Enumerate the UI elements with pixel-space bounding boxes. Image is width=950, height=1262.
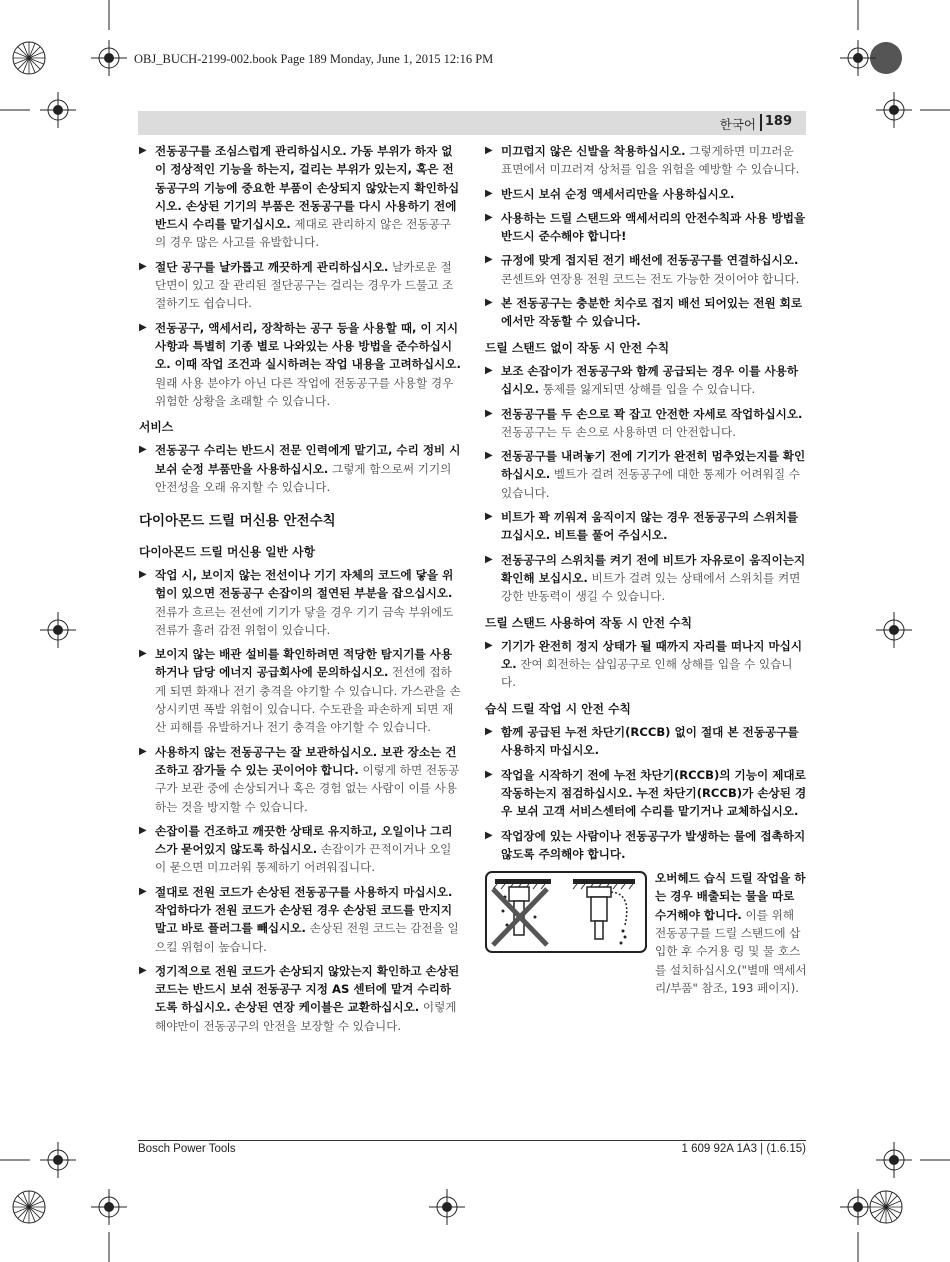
header-divider <box>760 114 762 131</box>
section-heading-without-stand: 드릴 스탠드 없이 작동 시 안전 수칙 <box>485 340 670 355</box>
bullet-arrow-icon: ▶ <box>485 407 493 419</box>
bullet-arrow-icon: ▶ <box>485 450 493 462</box>
list-item: ▶ 함께 공급된 누전 차단기(RCCB) 없이 절대 본 전동공구를 사용하지 마십시오. <box>485 725 799 758</box>
page-number: 189 <box>764 114 792 129</box>
section-heading-service: 서비스 <box>139 420 174 435</box>
list-item: ▶ 기기가 완전히 정지 상태가 될 때까지 자리를 떠나지 마십시오. 잔여 회전하는 삽입공구로 인해 상해를 입을 수 있습니다. <box>485 638 803 690</box>
bullet-arrow-icon: ▶ <box>139 824 147 836</box>
bullet-arrow-icon: ▶ <box>485 768 493 780</box>
list-item: ▶ 절단 공구를 날카롭고 깨끗하게 관리하십시오. 날카로운 절단면이 있고 잘 관리된 절단공구는 걸리는 경우가 드물고 조절하기도 쉽습니다. <box>139 259 454 311</box>
list-item: ▶ 전동공구를 조심스럽게 관리하십시오. 가동 부위가 하자 없이 정상적인 기능을 하는지, 걸리는 부위가 있는지, 혹은 전동공구의 기능에 중요한 부품이 손상되지 않았는지 확인하십시오. 손상된 기기의 부품은 전동공구를 다시 사용하기 전에 반드시 수리를 맡기십시오. 제대로 관리하지 않은 전동공구의 경우 많은 사고를 유발합니다. <box>139 144 460 250</box>
bullet-arrow-icon: ▶ <box>485 553 493 565</box>
bullet-arrow-icon: ▶ <box>139 964 147 976</box>
bullet-arrow-icon: ▶ <box>485 511 493 523</box>
list-item: ▶ 사용하지 않는 전동공구는 잘 보관하십시오. 보관 장소는 건조하고 잠가둘 수 있는 곳이어야 합니다. 이렇게 하면 전동공구가 보관 중에 손상되거나 혹은 경험 없는 사람이 이를 사용하는 것을 방지할 수 있습니다. <box>139 744 460 814</box>
footer-doc-number: 1 609 92A 1A3 | (1.6.15) <box>681 1143 806 1155</box>
bullet-arrow-icon: ▶ <box>485 364 493 376</box>
list-item: ▶ 미끄럽지 않은 신발을 착용하십시오. 그렇게하면 미끄러운 표면에서 미끄러져 상처를 입을 위험을 예방할 수 있습니다. <box>485 144 800 177</box>
bullet-arrow-icon: ▶ <box>485 187 493 199</box>
bullet-arrow-icon: ▶ <box>485 829 493 841</box>
list-item: ▶ 작업장에 있는 사람이나 전동공구가 발생하는 물에 접촉하지 않도록 주의해야 합니다. <box>485 828 806 861</box>
list-item: ▶ 보조 손잡이가 전동공구와 함께 공급되는 경우 이를 사용하십시오. 통제를 잃게되면 상해를 입을 수 있습니다. <box>485 363 799 397</box>
bullet-arrow-icon: ▶ <box>485 211 493 223</box>
bullet-arrow-icon: ▶ <box>139 145 147 156</box>
list-item: ▶ 규정에 맞게 접지된 전기 배선에 전동공구를 연결하십시오. 콘센트와 연장용 전원 코드는 전도 가능한 것이어야 합니다. <box>485 253 800 286</box>
bullet-arrow-icon: ▶ <box>139 648 147 660</box>
bullet-arrow-icon: ▶ <box>485 297 493 309</box>
bullet-arrow-icon: ▶ <box>139 321 147 333</box>
list-item: ▶ 전동공구를 두 손으로 꽉 잡고 안전한 자세로 작업하십시오. 전동공구는 두 손으로 사용하면 더 안전합니다. <box>485 406 803 439</box>
left-column <box>139 142 461 1041</box>
list-item: ▶ 전동공구, 액세서리, 장착하는 공구 등을 사용할 때, 이 지시 사항과 특별히 기종 별로 나와있는 사용 방법을 준수하십시오. 이때 작업 조건과 실시하려는 작업 내용을 고려하십시오. 원래 사용 분야가 아닌 다른 작업에 전동공구를 사용할 경우 위험한 상황을 초래할 수 있습니다. <box>139 320 461 408</box>
bullet-arrow-icon: ▶ <box>139 745 147 757</box>
list-item: ▶ 손잡이를 건조하고 깨끗한 상태로 유지하고, 오일이나 그리스가 묻어있지 않도록 하십시오. 손잡이가 끈적이거나 오일이 묻으면 미끄러워 통제하기 어려워집니다. <box>139 823 453 875</box>
list-item: ▶ 사용하는 드릴 스탠드와 액세서리의 안전수칙과 사용 방법을 반드시 준수해야 합니다! <box>485 210 806 244</box>
list-item: ▶ 정기적으로 전원 코드가 손상되지 않았는지 확인하고 손상된 코드는 반드시 보쉬 전동공구 지정 AS 센터에 맡겨 수리하도록 하십시오. 손상된 연장 케이블은 교환하십시오. 이렇게 해야만이 전동공구의 안전을 보장할 수 있습니다. <box>139 963 460 1033</box>
overhead-drilling-illustration <box>485 871 647 953</box>
page-header <box>138 111 806 135</box>
list-item: ▶ 비트가 꽉 끼워져 움직이지 않는 경우 전동공구의 스위치를 끄십시오. 비트를 풀어 주십시오. <box>485 510 799 543</box>
header-language: 한국어 <box>719 117 756 132</box>
list-item: ▶ 절대로 전원 코드가 손상된 전동공구를 사용하지 마십시오. 작업하다가 전원 코드가 손상된 경우 손상된 코드를 만지지 말고 바로 플러그를 빼십시오. 손상된 전원 코드는 감전을 일으킬 위험이 높습니다. <box>139 884 459 954</box>
bullet-arrow-icon: ▶ <box>485 726 493 738</box>
bullet-arrow-icon: ▶ <box>139 885 147 897</box>
overhead-wet-drilling-block <box>485 869 807 1029</box>
overhead-wet-drilling-text: 오버헤드 습식 드릴 작업을 하는 경우 배출되는 물을 따로 수거해야 합니다. 이를 위해 전동공구를 드릴 스탠드에 삽입한 후 수거용 링 및 물 호스를 설치하십시오("별매 액세서리/부품" 참조, 193 페이지). <box>655 871 807 995</box>
footer-brand: Bosch Power Tools <box>138 1143 236 1155</box>
list-item: ▶ 전동공구의 스위치를 켜기 전에 비트가 자유로이 움직이는지 확인해 보십시오. 비트가 걸려 있는 상태에서 스위치를 켜면 강한 반동력이 생길 수 있습니다. <box>485 552 806 604</box>
footer-divider <box>138 1140 806 1141</box>
right-column <box>485 142 807 1029</box>
section-heading-with-stand: 드릴 스탠드 사용하여 작동 시 안전 수칙 <box>485 615 692 630</box>
list-item: ▶ 전동공구 수리는 반드시 전문 인력에게 맡기고, 수리 정비 시 보쉬 순정 부품만을 사용하십시오. 그렇게 함으로써 기기의 안전성을 오래 유지할 수 있습니다. <box>139 443 461 495</box>
list-item: ▶ 작업을 시작하기 전에 누전 차단기(RCCB)의 기능이 제대로 작동하는지 점검하십시오. 누전 차단기(RCCB)가 손상된 경우 보쉬 고객 서비스센터에 수리를 맡기거나 교체하십시오. <box>485 767 807 819</box>
bullet-arrow-icon: ▶ <box>139 568 147 580</box>
bullet-arrow-icon: ▶ <box>485 639 493 651</box>
list-item: ▶ 전동공구를 내려놓기 전에 기기가 완전히 멈추었는지를 확인하십시오. 벨트가 걸려 전동공구에 대한 통제가 어려워질 수 있습니다. <box>485 449 806 500</box>
bullet-arrow-icon: ▶ <box>485 254 493 266</box>
bullet-arrow-icon: ▶ <box>485 145 493 156</box>
section-heading-general: 다이아몬드 드릴 머신용 일반 사항 <box>139 544 315 559</box>
list-item: ▶ 작업 시, 보이지 않는 전선이나 기기 자체의 코드에 닿을 위험이 있으면 전동공구 손잡이의 절연된 부분을 잡으십시오. 전류가 흐르는 전선에 기기가 닿을 경우 기기 금속 부위에도 전류가 흘러 감전 위험이 있습니다. <box>139 567 454 637</box>
bullet-arrow-icon: ▶ <box>139 260 147 272</box>
main-heading: 다이아몬드 드릴 머신용 안전수칙 <box>139 513 336 530</box>
print-info: OBJ_BUCH-2199-002.book Page 189 Monday, June 1, 2015 12:16 PM <box>134 52 494 66</box>
section-heading-wet-drilling: 습식 드릴 작업 시 안전 수칙 <box>485 701 631 716</box>
list-item: ▶ 본 전동공구는 충분한 치수로 접지 배선 되어있는 전원 회로에서만 작동할 수 있습니다. <box>485 296 803 329</box>
list-item: ▶ 보이지 않는 배관 설비를 확인하려면 적당한 탐지기를 사용하거나 담당 에너지 공급회사에 문의하십시오. 전선에 접하게 되면 화재나 전기 충격을 야기할 수 있습니다. 가스관을 손상시키면 폭발 위험이 있습니다. 수도관을 파손하게 되면 재산 피해를 유발하거나 전기 충격을 야기할 수 있습니다. <box>139 647 461 735</box>
bullet-arrow-icon: ▶ <box>139 444 147 456</box>
list-item: ▶ 반드시 보쉬 순정 액세서리만을 사용하십시오. <box>485 185 807 203</box>
